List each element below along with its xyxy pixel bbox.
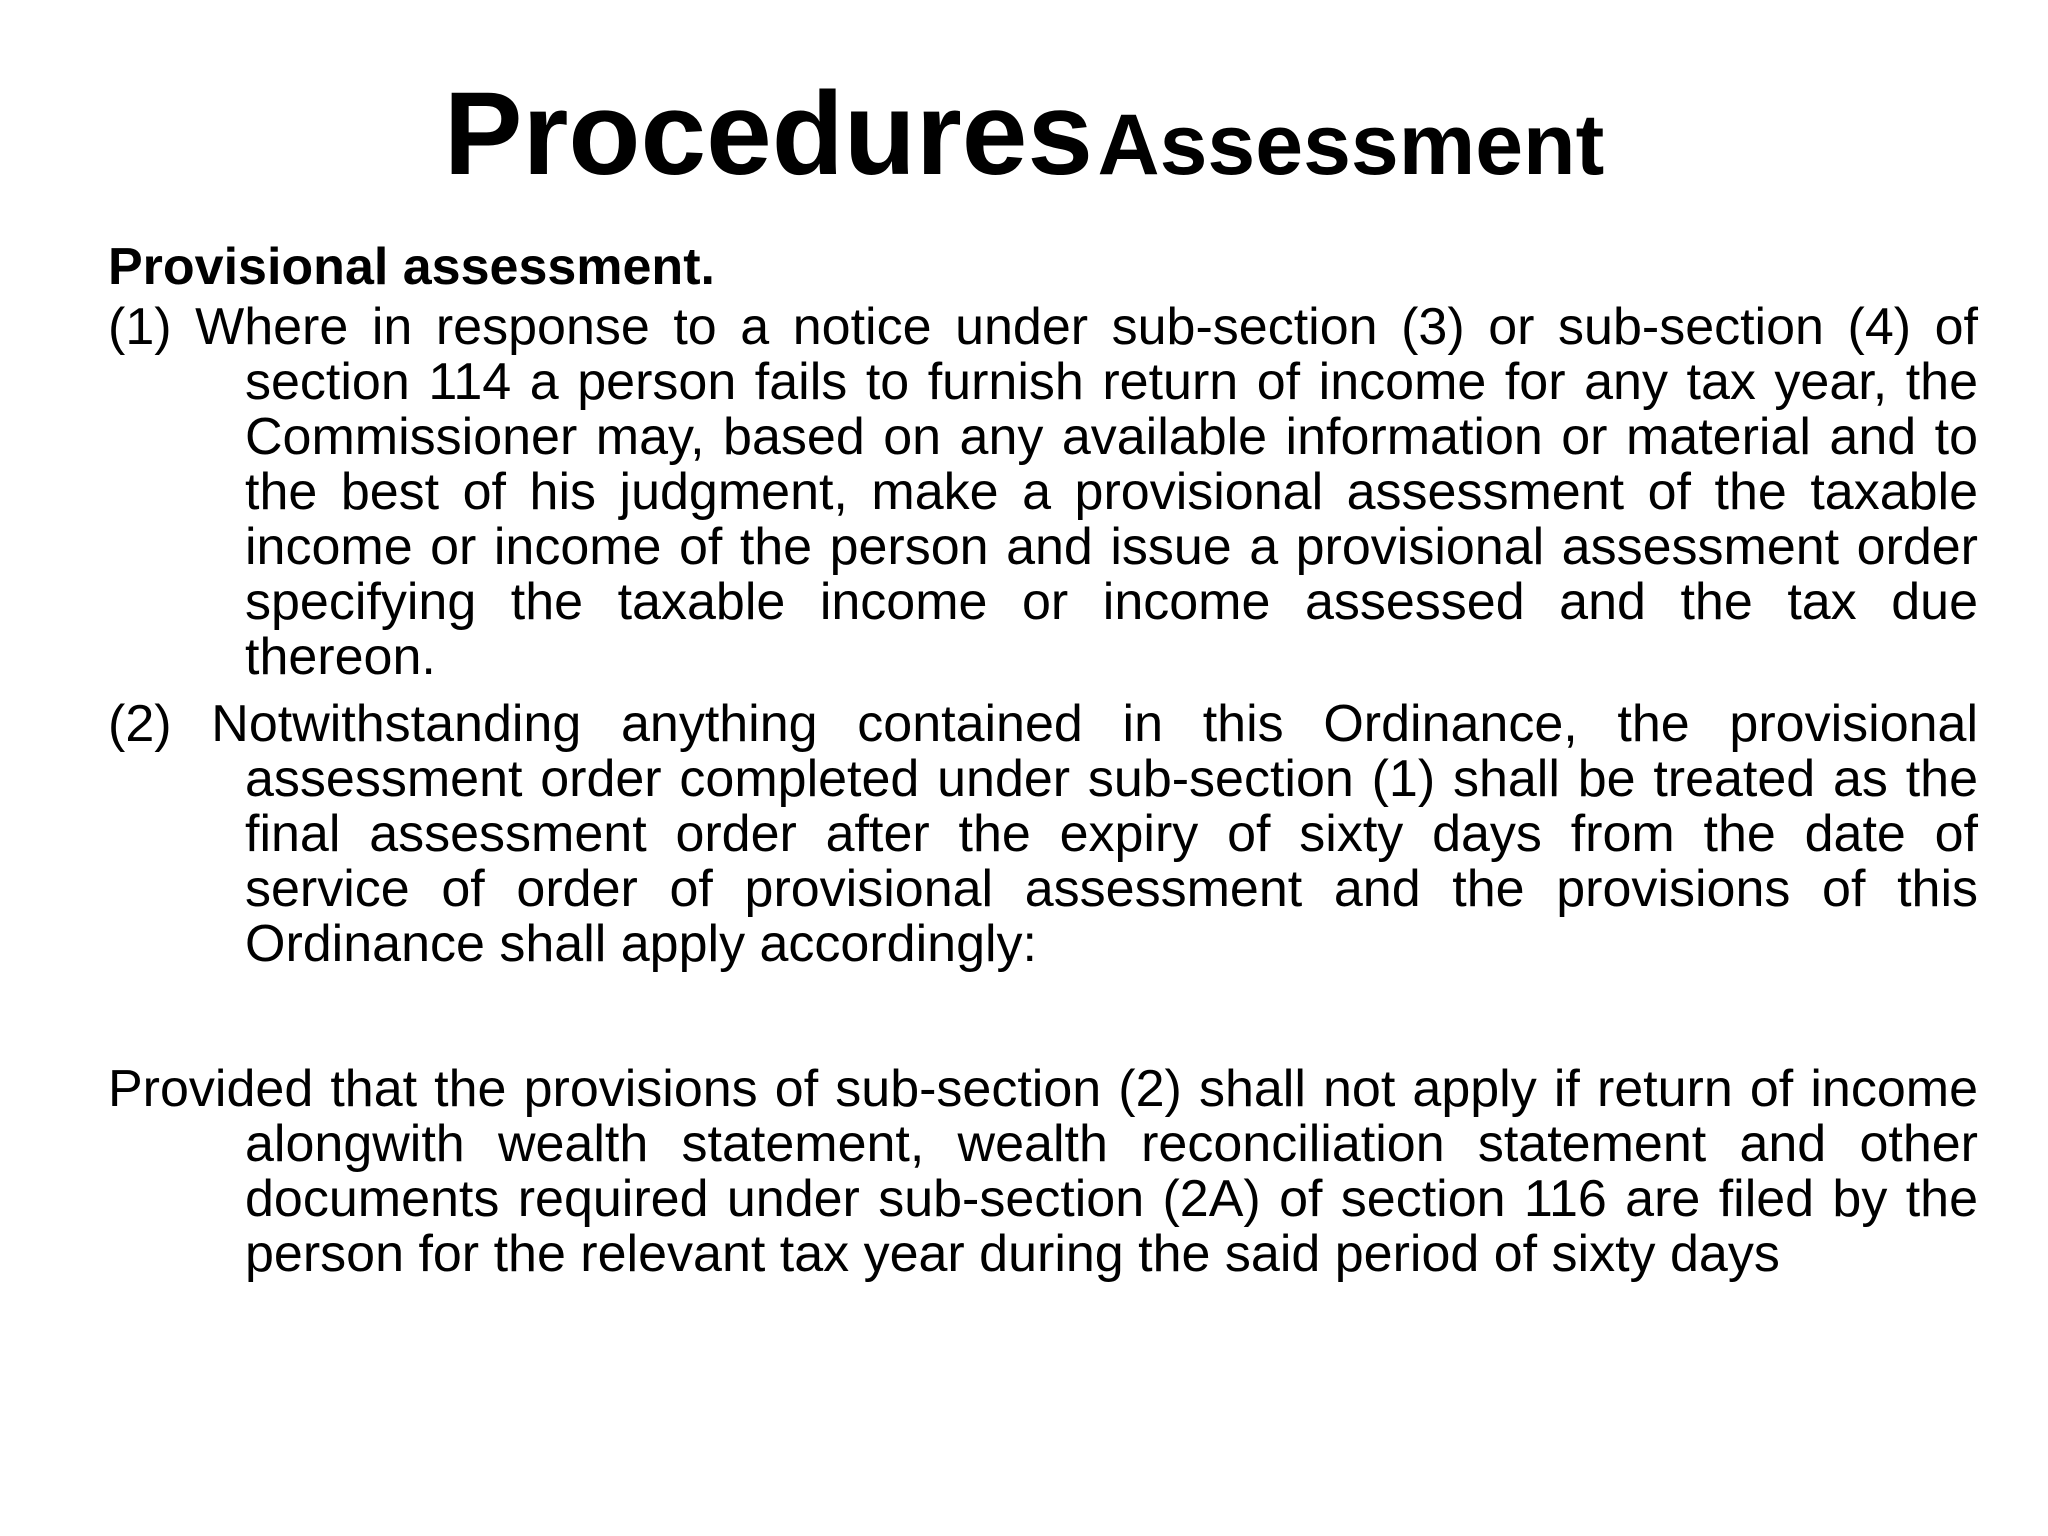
paragraph-1: (1) Where in response to a notice under sub-section (3) or sub-section (4) of section 114 a person fails to furnish return of income for any tax year, the Commissioner may, based on any available information or material and to the best of his judgment, make a provisional assessment of the taxable income or income of the person and issue a provisional assessment order specifying the taxable income or income assessed and the tax due thereon.	[108, 298, 1978, 686]
paragraph-2: (2) Notwithstanding anything contained in this Ordinance, the provisional assessment order completed under sub-section (1) shall be treated as the final assessment order after the expiry of sixty days from the date of service of order of provisional assessment and the provisions of this Ordinance shall apply accordingly:	[108, 695, 1978, 973]
title-sub: Assessment	[1097, 97, 1605, 193]
section-heading: Provisional assessment.	[108, 238, 715, 296]
slide-body	[108, 240, 1978, 1282]
title-main: Procedures	[443, 68, 1094, 200]
proviso-paragraph: Provided that the provisions of sub-section (2) shall not apply if return of income alongwith wealth statement, wealth reconciliation statement and other documents required under sub-section (2A) of section 116 are filed by the person for the relevant tax year during the said period of sixty days	[108, 1060, 1978, 1283]
slide-title	[0, 70, 2048, 200]
